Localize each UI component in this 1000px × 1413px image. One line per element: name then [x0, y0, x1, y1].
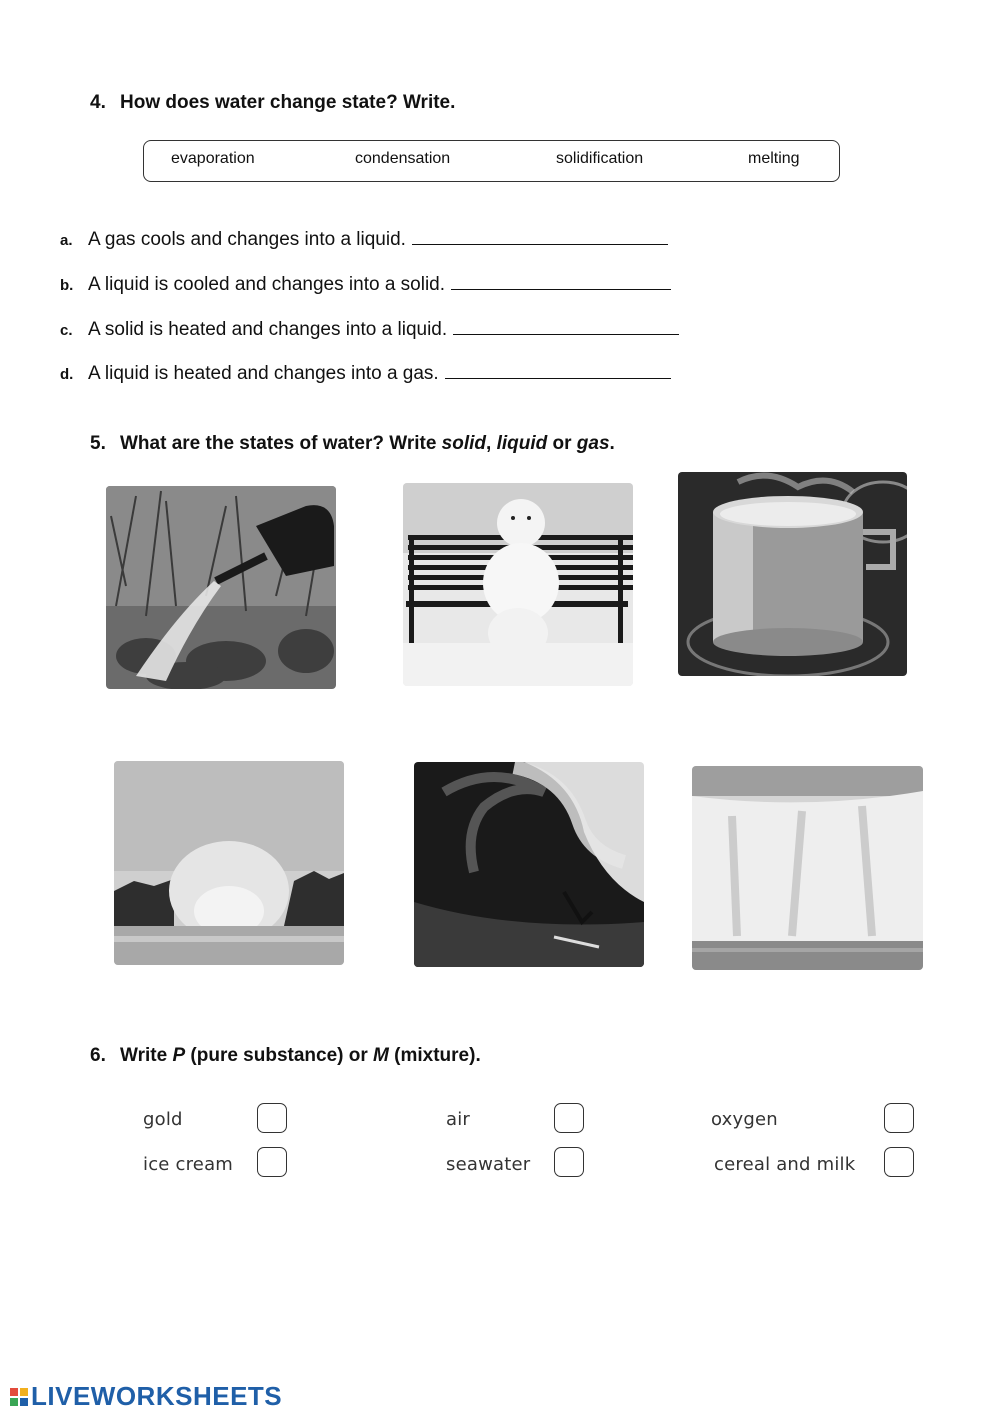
q6-post: (mixture).: [388, 1045, 481, 1066]
watering-can-photo: [106, 486, 336, 689]
word-bank-melting: melting: [748, 150, 800, 167]
q5-liquid: liquid: [496, 433, 548, 454]
q4-item-b: [60, 271, 671, 296]
q6-heading: [90, 1045, 481, 1067]
word-bank-solidification: solidification: [556, 150, 644, 167]
q4-item-c-text: A solid is heated and changes into a liquid.: [88, 319, 448, 340]
q4-heading: [90, 92, 455, 114]
q4-item-c-letter: c.: [60, 322, 73, 339]
item-ice-cream: ice cream: [143, 1154, 234, 1175]
q4-item-b-letter: b.: [60, 277, 74, 294]
wave-surfer-photo: [414, 762, 644, 967]
item-gold: gold: [143, 1109, 183, 1130]
word-bank-condensation: condensation: [355, 150, 451, 167]
q5-comma: ,: [486, 433, 492, 454]
answer-blank-c[interactable]: [453, 316, 679, 335]
item-cereal-and-milk: cereal and milk: [714, 1154, 856, 1175]
q5-period: .: [609, 433, 615, 454]
q4-number: 4.: [90, 92, 106, 113]
q4-item-a-text: A gas cools and changes into a liquid.: [88, 229, 406, 250]
item-seawater: seawater: [446, 1154, 531, 1175]
snowman-on-bench-photo: [403, 483, 633, 686]
iceberg-photo: [692, 766, 923, 970]
q5-gas: gas: [576, 433, 610, 454]
q4-item-b-text: A liquid is cooled and changes into a solid.: [88, 274, 446, 295]
geyser-steam-photo: [114, 761, 344, 965]
q4-item-d-letter: d.: [60, 366, 74, 383]
q4-title: How does water change state? Write.: [120, 92, 456, 113]
q6-m: M: [373, 1045, 389, 1066]
q4-item-c: [60, 316, 679, 341]
liveworksheets-logo-icon: [10, 1382, 28, 1400]
q4-item-d: [60, 360, 671, 385]
item-oxygen: oxygen: [711, 1109, 778, 1130]
boiling-pot-photo: [678, 472, 907, 676]
q5-or: or: [552, 433, 572, 454]
q5-heading: [90, 433, 615, 455]
q4-item-a-letter: a.: [60, 232, 73, 249]
answer-blank-b[interactable]: [451, 271, 671, 290]
answer-box-air[interactable]: [554, 1103, 584, 1133]
q6-p: P: [172, 1045, 186, 1066]
q5-solid: solid: [441, 433, 487, 454]
answer-blank-d[interactable]: [445, 360, 671, 379]
answer-box-seawater[interactable]: [554, 1147, 584, 1177]
answer-box-cereal-and-milk[interactable]: [884, 1147, 914, 1177]
liveworksheets-logo: [10, 1381, 282, 1412]
liveworksheets-logo-text: LIVEWORKSHEETS: [31, 1381, 283, 1411]
q6-pre: Write: [120, 1045, 173, 1066]
answer-box-ice-cream[interactable]: [257, 1147, 287, 1177]
q6-number: 6.: [90, 1045, 106, 1066]
word-bank-evaporation: evaporation: [171, 150, 255, 167]
answer-box-gold[interactable]: [257, 1103, 287, 1133]
q5-title: What are the states of water? Write: [120, 433, 442, 454]
q6-mid: (pure substance) or: [185, 1045, 374, 1066]
answer-blank-a[interactable]: [412, 226, 668, 245]
q5-number: 5.: [90, 433, 106, 454]
q4-item-a: [60, 226, 668, 251]
item-air: air: [446, 1109, 471, 1130]
q4-item-d-text: A liquid is heated and changes into a gas.: [88, 363, 439, 384]
answer-box-oxygen[interactable]: [884, 1103, 914, 1133]
